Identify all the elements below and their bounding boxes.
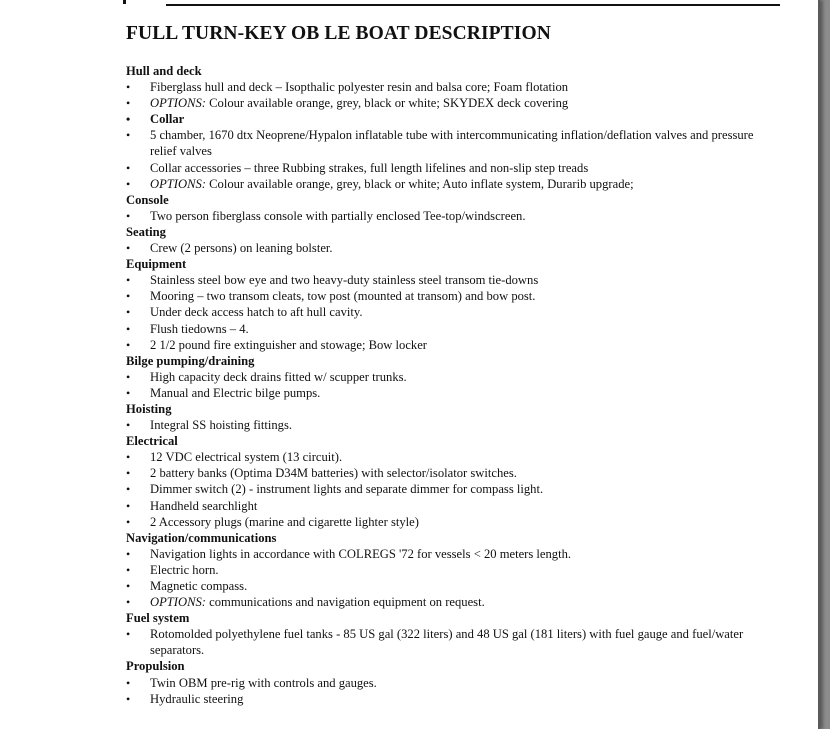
list-item (126, 417, 766, 433)
item-text: Mooring – two transom cleats, tow post (mounted at transom) and bow post. (150, 289, 536, 304)
bullet-list (126, 369, 766, 401)
section-heading: Console (126, 192, 169, 207)
list-item (126, 208, 766, 224)
item-text: Rotomolded polyethylene fuel tanks - 85 US gal (322 liters) and 48 US gal (181 liters) with fuel gauge and fuel/water separators. (150, 627, 744, 658)
item-text: Colour available orange, grey, black or white; SKYDEX deck covering (205, 96, 569, 111)
bullet-icon: • (126, 208, 131, 223)
list-item (126, 481, 766, 497)
item-text: Colour available orange, grey, black or white; Auto inflate system, Durarib upgrade; (205, 176, 634, 191)
bullet-list (126, 626, 766, 658)
item-text: Collar (150, 112, 185, 127)
bullet-icon: • (126, 579, 131, 593)
item-text: 2 1/2 pound fire extinguisher and stowage; Bow locker (150, 337, 428, 352)
bullet-icon: • (126, 595, 131, 610)
list-item (126, 304, 766, 320)
bullet-icon: • (126, 337, 131, 352)
item-text: Manual and Electric bilge pumps. (150, 385, 321, 400)
bullet-icon: • (126, 514, 131, 529)
section-heading: Equipment (126, 257, 187, 272)
section-heading: Propulsion (126, 659, 185, 674)
list-item (126, 240, 766, 256)
bullet-list (126, 272, 766, 352)
header-rule (166, 4, 780, 6)
bullet-icon: • (126, 160, 131, 175)
bullet-list (126, 240, 766, 256)
item-text: Magnetic compass. (150, 579, 248, 593)
list-item (126, 578, 766, 594)
item-text: Handheld searchlight (150, 498, 258, 513)
section-heading: Fuel system (126, 611, 190, 626)
item-text: Navigation lights in accordance with COLREGS '72 for vessels < 20 meters length. (150, 546, 572, 561)
list-item (126, 594, 766, 610)
list-item (126, 95, 766, 111)
bullet-icon: • (126, 96, 131, 111)
bullet-icon: • (126, 80, 131, 95)
list-item (126, 79, 766, 95)
list-item (126, 127, 766, 159)
bullet-list (126, 79, 766, 192)
bullet-icon: • (126, 385, 131, 400)
section-heading: Bilge pumping/draining (126, 353, 255, 368)
item-text: 12 VDC electrical system (13 circuit). (150, 450, 343, 465)
bullet-icon: • (126, 418, 131, 433)
item-text: Integral SS hoisting fittings. (150, 418, 293, 433)
options-label: OPTIONS: (150, 176, 206, 191)
item-text: communications and navigation equipment on request. (205, 595, 485, 610)
list-item (126, 288, 766, 304)
item-text: Stainless steel bow eye and two heavy-duty stainless steel transom tie-downs (150, 273, 539, 288)
item-text: Crew (2 persons) on leaning bolster. (150, 241, 333, 256)
bullet-icon: • (126, 466, 131, 481)
bullet-list (126, 417, 766, 433)
corner-mark (123, 0, 126, 4)
list-item (126, 160, 766, 176)
bullet-icon: • (126, 273, 131, 288)
item-text: High capacity deck drains fitted w/ scupper trunks. (150, 369, 407, 384)
bullet-icon: • (126, 627, 131, 642)
list-item (126, 562, 766, 578)
item-text: 2 battery banks (Optima D34M batteries) with selector/isolator switches. (150, 466, 517, 481)
list-item (126, 369, 766, 385)
list-item (126, 111, 766, 127)
section-heading: Hull and deck (126, 64, 202, 78)
bullet-icon: • (126, 675, 131, 690)
bullet-icon: • (126, 241, 131, 256)
item-text: Collar accessories – three Rubbing strakes, full length lifelines and non-slip step treads (150, 160, 589, 175)
bullet-list (126, 449, 766, 529)
bullet-list (126, 208, 766, 224)
bullet-list (126, 546, 766, 610)
bullet-icon: • (126, 691, 131, 706)
item-text: Electric horn. (150, 562, 219, 577)
item-text: Hydraulic steering (150, 691, 244, 706)
bullet-icon: • (126, 112, 131, 127)
document-title: FULL TURN-KEY OB LE BOAT DESCRIPTION (126, 23, 551, 44)
options-label: OPTIONS: (150, 96, 206, 111)
list-item (126, 546, 766, 562)
item-text: Under deck access hatch to aft hull cavity. (150, 305, 363, 320)
bullet-icon: • (126, 562, 131, 577)
bullet-icon: • (126, 128, 131, 143)
list-item (126, 176, 766, 192)
item-text: Dimmer switch (2) - instrument lights and separate dimmer for compass light. (150, 482, 544, 497)
bullet-icon: • (126, 176, 131, 191)
bullet-icon: • (126, 450, 131, 465)
list-item (126, 449, 766, 465)
list-item (126, 691, 766, 707)
item-text: Fiberglass hull and deck – Isopthalic polyester resin and balsa core; Foam flotation (150, 80, 569, 95)
bullet-icon: • (126, 369, 131, 384)
bullet-icon: • (126, 482, 131, 497)
list-item (126, 337, 766, 353)
bullet-list (126, 675, 766, 707)
section-heading: Seating (126, 224, 166, 239)
list-item (126, 465, 766, 481)
list-item (126, 498, 766, 514)
section-heading: Navigation/communications (126, 530, 277, 545)
item-text: 5 chamber, 1670 dtx Neoprene/Hypalon inflatable tube with intercommunicating inflation/deflation valves and pressure relief valves (150, 128, 754, 159)
options-label: OPTIONS: (150, 595, 206, 610)
item-text: Twin OBM pre-rig with controls and gauges. (150, 675, 377, 690)
list-item (126, 272, 766, 288)
description-body (126, 63, 766, 707)
item-text: Flush tiedowns – 4. (150, 321, 249, 336)
bullet-icon: • (126, 289, 131, 304)
bullet-icon: • (126, 498, 131, 513)
section-heading: Electrical (126, 434, 178, 449)
section-heading: Hoisting (126, 401, 172, 416)
bullet-icon: • (126, 321, 131, 336)
list-item (126, 321, 766, 337)
item-text: 2 Accessory plugs (marine and cigarette lighter style) (150, 514, 419, 529)
bullet-icon: • (126, 546, 131, 561)
list-item (126, 675, 766, 691)
bullet-icon: • (126, 305, 131, 320)
list-item (126, 626, 766, 658)
list-item (126, 385, 766, 401)
list-item (126, 514, 766, 530)
item-text: Two person fiberglass console with partially enclosed Tee-top/windscreen. (150, 208, 526, 223)
